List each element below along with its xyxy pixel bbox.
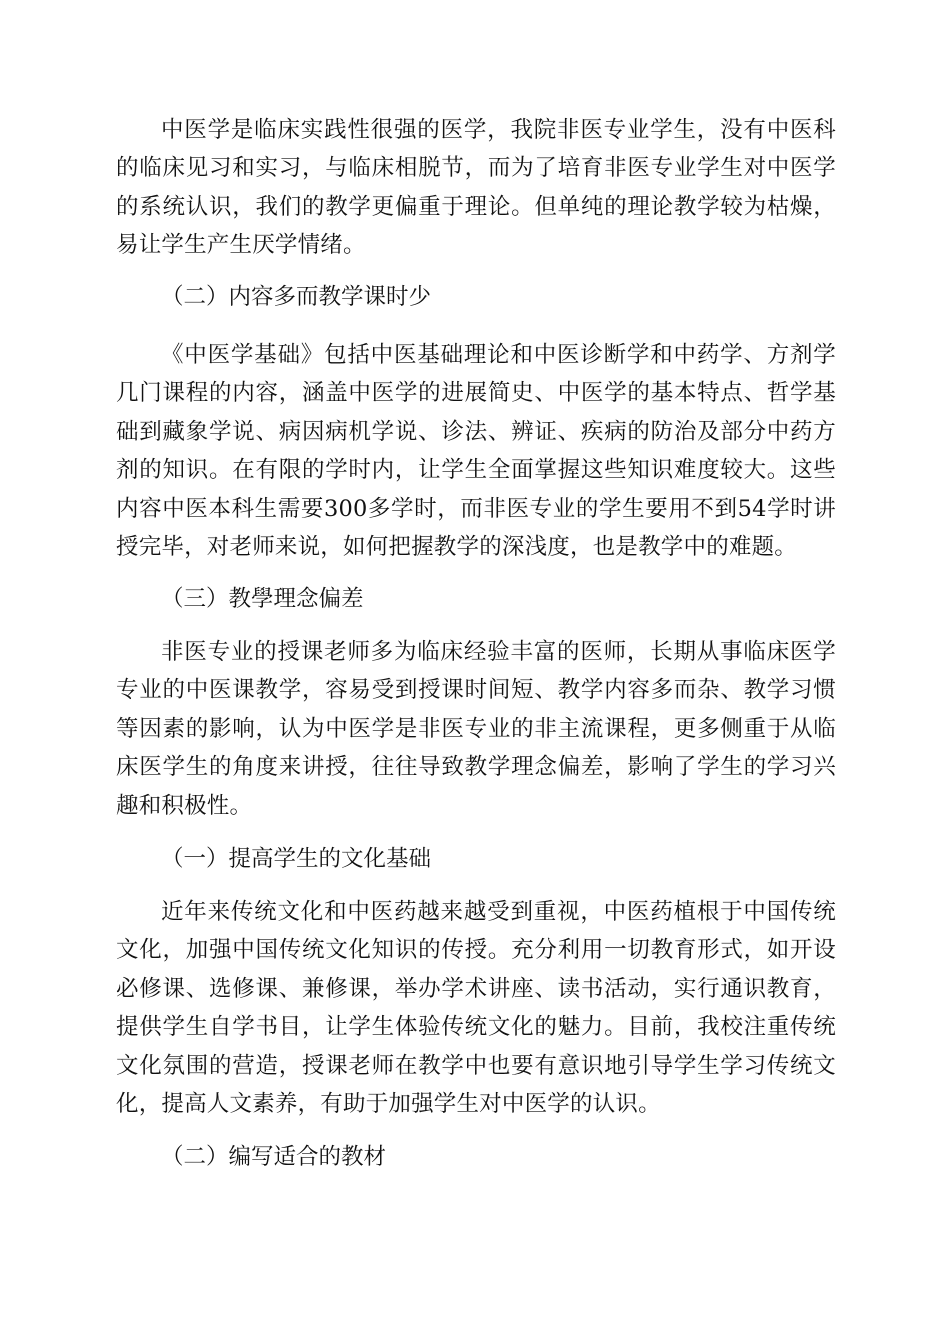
paragraph-teaching-concept: 非医专业的授课老师多为临床经验丰富的医师，长期从事临床医学专业的中医课教学，容易受到授课时间短、教学内容多而杂、教学习惯等因素的影响，认为中医学是非医专业的非主流课程，更多侧重于从临床医学生的角度来讲授，往往导致教学理念偏差，影响了学生的学习兴趣和积极性。 — [116, 639, 836, 819]
heading-content-vs-hours: （二）内容多而教学课时少 — [161, 284, 432, 310]
heading-cultural-foundation: （一）提高学生的文化基础 — [161, 846, 432, 872]
heading-teaching-concept: （三）教學理念偏差 — [161, 586, 364, 612]
paragraph-clinical-practice: 中医学是临床实践性很强的医学，我院非医专业学生，没有中医科的临床见习和实习，与临床相脱节，而为了培育非医专业学生对中医学的系统认识，我们的教学更偏重于理论。但单纯的理论教学较为枯燥，易让学生产生厌学情绪。 — [116, 117, 836, 259]
paragraph-cultural-foundation: 近年来传统文化和中医药越来越受到重视，中医药植根于中国传统文化，加强中国传统文化知识的传授。充分利用一切教育形式，如开设必修课、选修课、兼修课，举办学术讲座、读书活动，实行通识教育，提供学生自学书目，让学生体验传统文化的魅力。目前，我校注重传统文化氛围的营造，授课老师在教学中也要有意识地引导学生学习传统文化，提高人文素养，有助于加强学生对中医学的认识。 — [116, 899, 836, 1118]
paragraph-course-content: 《中医学基础》包括中医基础理论和中医诊断学和中药学、方剂学几门课程的内容，涵盖中医学的进展简史、中医学的基本特点、哲学基础到藏象学说、病因病机学说、诊法、辨证、疾病的防治及部分中药方剂的知识。在有限的学时内，让学生全面掌握这些知识难度较大。这些内容中医本科生需要300多学时，而非医专业的学生要用不到54学时讲授完毕，对老师来说，如何把握教学的深浅度，也是教学中的难题。 — [116, 342, 836, 561]
heading-textbook: （二）编写适合的教材 — [161, 1144, 387, 1170]
